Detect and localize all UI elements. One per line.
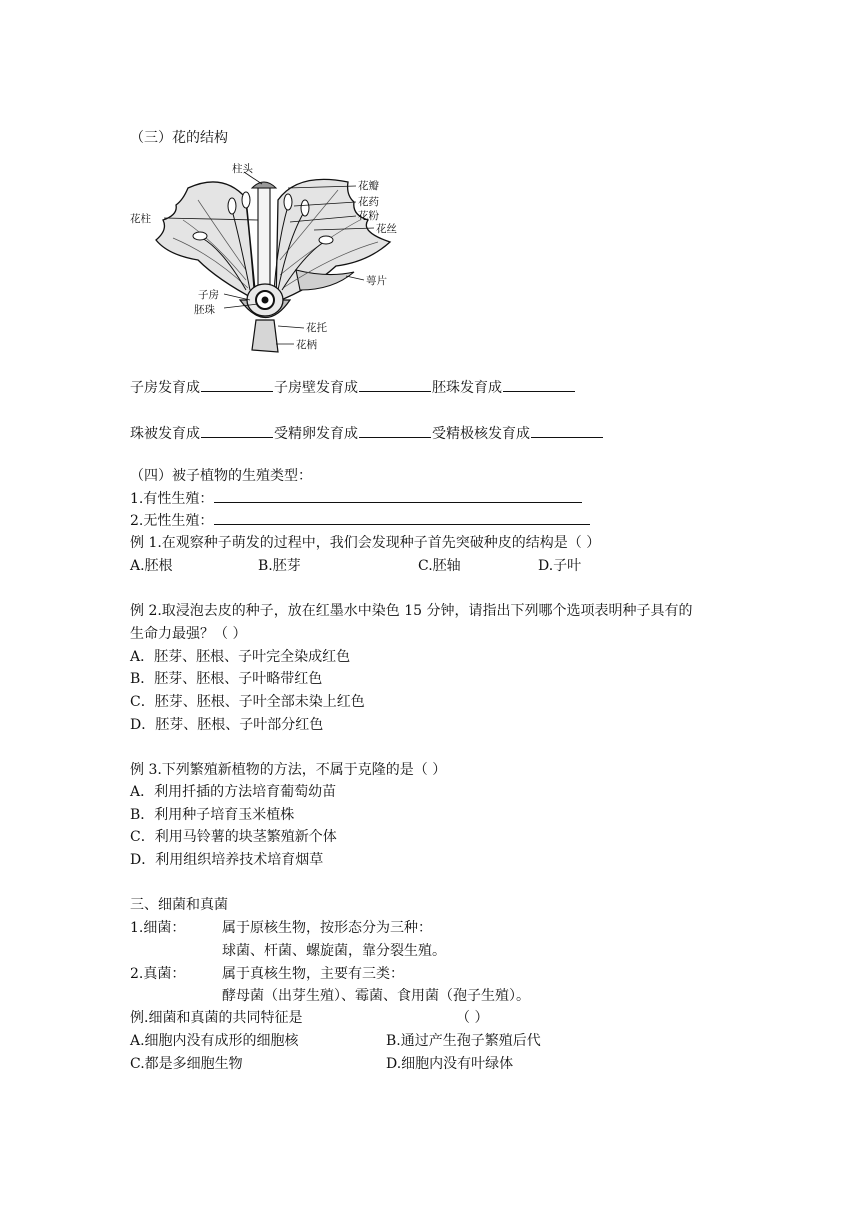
anther-5 — [193, 232, 207, 240]
part3-option-b: B.通过产生孢子繁殖后代 — [386, 1033, 541, 1049]
ex2-option-d: D．胚芽、胚根、子叶部分红色 — [130, 717, 324, 733]
label-ovary: 子房 — [198, 289, 219, 301]
label-petal: 花瓣 — [358, 180, 379, 192]
label-sepal: 萼片 — [366, 275, 387, 287]
anther-2 — [242, 192, 250, 208]
ex2-option-a: A．胚芽、胚根、子叶完全染成红色 — [130, 649, 351, 665]
fill-row-2 — [130, 423, 604, 444]
anther-6 — [319, 236, 333, 244]
part3-option-c: C.都是多细胞生物 — [130, 1056, 243, 1072]
ex3-option-a: A．利用扦插的方法培育葡萄幼苗 — [130, 784, 337, 800]
fill-label-ovule: 胚珠发育成 — [432, 380, 502, 396]
ex2-question-line2: 生命力最强？（ ） — [130, 626, 247, 642]
ex2-question-line1: 例 2.取浸泡去皮的种子，放在红墨水中染色 15 分钟，请指出下列哪个选项表明种子具有的 — [130, 603, 693, 619]
ex1-option-c: C.胚轴 — [418, 558, 461, 574]
fill-label-ovary: 子房发育成 — [130, 380, 200, 396]
fill-label-integument: 珠被发育成 — [130, 426, 200, 442]
bacteria-label: 1.细菌： — [130, 920, 186, 936]
blank-asexual[interactable] — [214, 510, 590, 525]
part3-title: 三、细菌和真菌 — [130, 897, 228, 913]
asexual-label: 2.无性生殖： — [130, 513, 214, 529]
asexual-reproduction-line — [130, 510, 591, 531]
label-pollen: 花粉 — [358, 210, 379, 222]
ex3-question: 例 3.下列繁殖新植物的方法，不属于克隆的是（ ） — [130, 762, 447, 778]
blank-3[interactable] — [503, 377, 575, 392]
fill-label-ovary-wall: 子房壁发育成 — [274, 380, 358, 396]
blank-5[interactable] — [359, 423, 431, 438]
label-ovule: 胚珠 — [194, 304, 215, 316]
ex1-option-a: A.胚根 — [130, 558, 173, 574]
ex2-option-b: B．胚芽、胚根、子叶略带红色 — [130, 671, 323, 687]
label-stigma: 柱头 — [232, 163, 253, 175]
ex3-option-d: D．利用组织培养技术培育烟草 — [130, 852, 324, 868]
ex3-option-b: B．利用种子培育玉米植株 — [130, 807, 295, 823]
ex1-question: 例 1.在观察种子萌发的过程中，我们会发现种子首先突破种皮的结构是（ ） — [130, 535, 601, 551]
blank-4[interactable] — [201, 423, 273, 438]
sexual-reproduction-line — [130, 488, 583, 509]
label-anther: 花药 — [358, 196, 379, 208]
ex2-option-c: C．胚芽、胚根、子叶全部未染上红色 — [130, 694, 365, 710]
fill-label-zygote: 受精卵发育成 — [274, 426, 358, 442]
blank-sexual[interactable] — [214, 488, 582, 503]
anther-3 — [284, 194, 292, 210]
blank-6[interactable] — [531, 423, 603, 438]
anther-4 — [301, 200, 309, 216]
anther-1 — [228, 198, 236, 214]
part3-example-question: 例.细菌和真菌的共同特征是 — [130, 1010, 303, 1026]
fill-row-1 — [130, 377, 576, 398]
fungi-label: 2.真菌： — [130, 966, 186, 982]
part3-option-d: D.细胞内没有叶绿体 — [386, 1056, 514, 1072]
fungi-line2: 酵母菌（出芽生殖）、霉菌、食用菌（孢子生殖）。 — [222, 988, 530, 1004]
stigma-shape — [252, 182, 276, 188]
part3-example-paren: （ ） — [456, 1010, 489, 1026]
bacteria-line2: 球菌、杆菌、螺旋菌，靠分裂生殖。 — [222, 943, 446, 959]
fill-label-polar-nuclei: 受精极核发育成 — [432, 426, 530, 442]
bacteria-line1: 属于原核生物，按形态分为三种： — [222, 920, 432, 936]
label-receptacle: 花托 — [306, 322, 327, 334]
blank-2[interactable] — [359, 377, 431, 392]
ex1-option-d: D.子叶 — [538, 558, 582, 574]
sexual-label: 1.有性生殖： — [130, 491, 214, 507]
ex3-option-c: C．利用马铃薯的块茎繁殖新个体 — [130, 829, 337, 845]
label-style: 花柱 — [130, 213, 151, 225]
part3-option-a: A.细胞内没有成形的细胞核 — [130, 1033, 299, 1049]
style-shape — [258, 188, 270, 288]
label-pedicel: 花柄 — [296, 339, 317, 351]
section-title-reproduction: （四）被子植物的生殖类型： — [130, 468, 312, 484]
blank-1[interactable] — [201, 377, 273, 392]
section-title-flower-structure: （三）花的结构 — [130, 130, 228, 146]
pedicel-shape — [252, 320, 278, 352]
label-filament: 花丝 — [376, 223, 397, 235]
fungi-line1: 属于真核生物，主要有三类： — [222, 966, 404, 982]
ex1-option-b: B.胚芽 — [258, 558, 301, 574]
flower-structure-diagram — [128, 160, 418, 358]
